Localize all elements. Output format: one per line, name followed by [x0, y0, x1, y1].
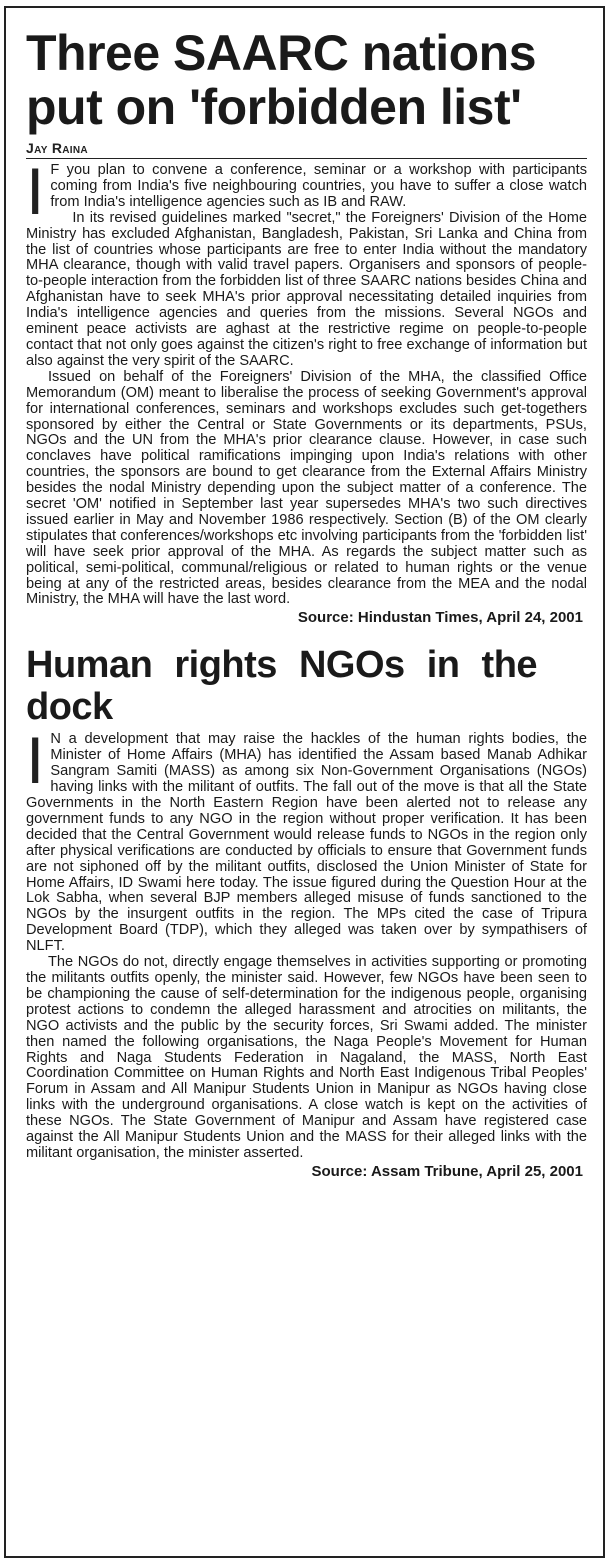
- article2-paragraph-1: I N a development that may raise the hackles of the human rights bodies, the Minister of Home Affairs (MHA) has identified the Assam based Manab Adhikar Sangram Samiti (MASS) as among six Non-Government Organisations (NGOs) having links with the militant of outfits. The fall out of the move is that all the State Governments in the North Eastern Region have been alerted not to release any government funds to any NGO in the region without proper verification. It has been decided that the Central Government would release funds to NGOs in the region only after physical verifications are conducted by officials to ensure that Government funds are not siphoned off by the militant outfits, disclosed the Union Minister of State for Home Affairs, ID Swami here today. The issue figured during the Question Hour at the Lok Sabha, when several BJP members alleged misuse of funds sanctioned to the NGOs by the insurgent outfits in the region. The MPs cited the case of Tripura Development Board (TDP), which they alleged was taken over by sympathisers of NLFT.: [26, 723, 587, 955]
- article1-paragraph-3: Issued on behalf of the Foreigners' Division of the MHA, the classified Office Memorandum (OM) meant to liberalise the process of seeking Government's approval for international conferences, seminars and workshops excludes such get-togethers sponsored by either the Central or State Governments or its departments, PSUs, NGOs and the UN from the MHA's prior clearance clause. However, in case such conclaves have political ramifications impinging upon India's relations with other countries, the sponsors are bound to get clearance from the External Affairs Ministry besides the nodal Ministry depending upon the subject matter of a conference. The secret 'OM' notified in September last year supersedes MHA's two such directives issued earlier in May and November 1986 respectively. Section (B) of the OM clearly stipulates that conferences/workshops etc involving participants from the 'forbidden list' will have seek prior approval of the MHA. As regards the subject matter such as political, semi-political, communal/religious or related to human rights or the venue being at any of the restricted areas, besides clearance from the MEA and the nodal Ministry, the MHA will have the last word.: [26, 368, 587, 608]
- article2-body: [26, 723, 587, 1161]
- article1-body: [26, 154, 587, 608]
- article1-paragraph-2: In its revised guidelines marked "secret," the Foreigners' Division of the Home Ministry has excluded Afghanistan, Bangladesh, Pakistan, Sri Lanka and China from the list of countries whose participants are free to enter India without the mandatory MHA clearance, though with valid travel papers. Organisers and sponsors of people-to-people interaction from the forbidden list of three SAARC nations besides China and Afghanistan have to seek MHA's prior approval necessitating detailed inquiries from India's intelligence agencies and queries from the missions. Several NGOs and eminent peace activists are aghast at the restrictive regime on people-to-people contact that not only goes against the citizen's right to free exchange of information but also against the very spirit of the SAARC.: [26, 209, 587, 369]
- article1-headline: Three SAARC nations put on 'forbidden list': [26, 25, 537, 135]
- article1-byline: Jay Raina: [26, 140, 587, 159]
- article2-paragraph-2: The NGOs do not, directly engage themselves in activities supporting or promoting the militants outfits openly, the minister said. However, few NGOs have been seen to be championing the cause of self-determination for the indigenous people, organising protest actions to condemn the alleged harassment and atrocities on militants, the NGO activists and the public by the security forces, Sri Swami added. The minister then named the following organisations, the Naga People's Movement for Human Rights and Naga Students Federation in Nagaland, the MASS, North East Coordination Committee on Human Rights and North East Indigenous Tribal Peoples' Forum in Assam and All Manipur Students Union in Manipur as NGOs having close links with the underground organisations. A close watch is kept on the activities of these NGOs. The State Government of Manipur and Assam have registered case against the All Manipur Students Union and the MASS for their alleged links with the militant organisation, the minister asserted.: [26, 954, 587, 1161]
- article1-dropcap: I: [26, 154, 45, 228]
- article2-dropcap: I: [26, 723, 45, 798]
- page-frame: [4, 6, 605, 1558]
- article2-source: Source: Assam Tribune, April 25, 2001: [311, 1162, 583, 1180]
- article1-source: Source: Hindustan Times, April 24, 2001: [297, 609, 583, 627]
- page-content: [26, 26, 587, 1180]
- article2-headline: Human rights NGOs in the dock: [26, 644, 538, 729]
- article1-paragraph-1: I F you plan to convene a conference, seminar or a workshop with participants coming from India's five neighbouring countries, you have to suffer a close watch from India's intelligence agencies such as IB and RAW.: [26, 154, 587, 228]
